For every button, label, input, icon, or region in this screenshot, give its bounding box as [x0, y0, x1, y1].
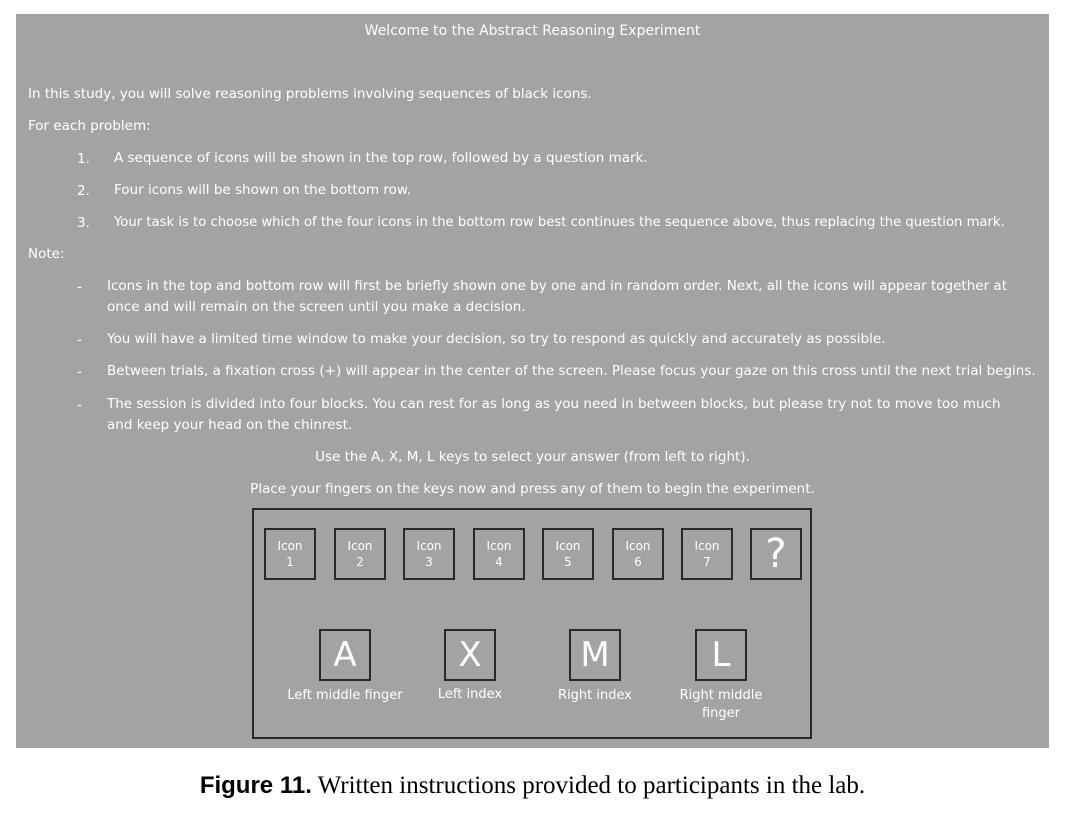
figure-caption: [0, 772, 1065, 800]
keys-instruction: Use the A, X, M, L keys to select your answer (from left to right).: [315, 449, 750, 465]
answer-key-l[interactable]: L: [695, 629, 747, 681]
sequence-icon: [334, 528, 386, 580]
icon-number: 2: [356, 555, 364, 569]
icon-word: Icon: [555, 539, 581, 553]
answer-key-x[interactable]: X: [444, 629, 496, 681]
sequence-icon: [542, 528, 594, 580]
icon-number: 7: [703, 555, 711, 569]
step-text: A sequence of icons will be shown in the top row, followed by a question mark.: [114, 150, 648, 166]
note-bullet: -: [77, 332, 82, 348]
note-text: The session is divided into four blocks. You can rest for as long as you need in between blocks, but please try not to move too much and keep your head on the chinrest.: [107, 396, 1001, 433]
step-text: Four icons will be shown on the bottom row.: [114, 182, 412, 198]
key-finger-label: Left middle finger: [287, 688, 403, 703]
note-bullet: -: [77, 397, 82, 413]
icon-word: Icon: [625, 539, 651, 553]
answer-key-m[interactable]: M: [569, 629, 621, 681]
sequence-icon: [473, 528, 525, 580]
sequence-icon: [403, 528, 455, 580]
step-number: 2.: [77, 183, 90, 199]
note-bullet: -: [77, 279, 82, 295]
note-text: Between trials, a fixation cross (+) will appear in the center of the screen. Please focus your gaze on this cross until the next trial begins.: [107, 363, 1036, 379]
sequence-icon: [681, 528, 733, 580]
icon-word: Icon: [416, 539, 442, 553]
begin-instruction: Place your fingers on the keys now and press any of them to begin the experiment.: [250, 481, 815, 497]
experiment-screen: [16, 14, 1049, 748]
icon-number: 3: [425, 555, 433, 569]
sequence-icon: [264, 528, 316, 580]
icon-number: 6: [634, 555, 642, 569]
step-text: Your task is to choose which of the four icons in the bottom row best continues the sequence above, thus replacing the question mark.: [114, 215, 1005, 230]
figure-label: Figure 11.: [199, 772, 312, 799]
key-finger-label: Right middle finger: [679, 688, 763, 721]
question-mark-box: ?: [750, 528, 802, 580]
note-label: Note:: [28, 246, 65, 262]
icon-word: Icon: [486, 539, 512, 553]
trial-panel: [252, 508, 812, 739]
icon-word: Icon: [694, 539, 720, 553]
page-title: Welcome to the Abstract Reasoning Experiment: [364, 23, 701, 39]
icon-number: 5: [564, 555, 572, 569]
intro-text: In this study, you will solve reasoning problems involving sequences of black icons.: [28, 86, 592, 102]
note-text: You will have a limited time window to make your decision, so try to respond as quickly and accurately as possible.: [107, 331, 886, 347]
answer-key-a[interactable]: A: [319, 629, 371, 681]
key-finger-label: Right index: [558, 688, 632, 703]
step-number: 3.: [77, 215, 90, 231]
step-number: 1.: [77, 151, 90, 167]
note-bullet: -: [77, 364, 82, 380]
icon-number: 1: [286, 555, 294, 569]
key-finger-label: Left index: [437, 687, 503, 702]
icon-word: Icon: [277, 539, 303, 553]
icon-word: Icon: [347, 539, 373, 553]
for-each-label: For each problem:: [28, 118, 151, 134]
caption-text: Written instructions provided to participants in the lab.: [317, 772, 866, 799]
icon-number: 4: [495, 555, 503, 569]
note-text: Icons in the top and bottom row will first be briefly shown one by one and in random order. Next, all the icons will appear together at once and will remain on the screen until you make a decision.: [107, 278, 1007, 315]
sequence-icon: [612, 528, 664, 580]
